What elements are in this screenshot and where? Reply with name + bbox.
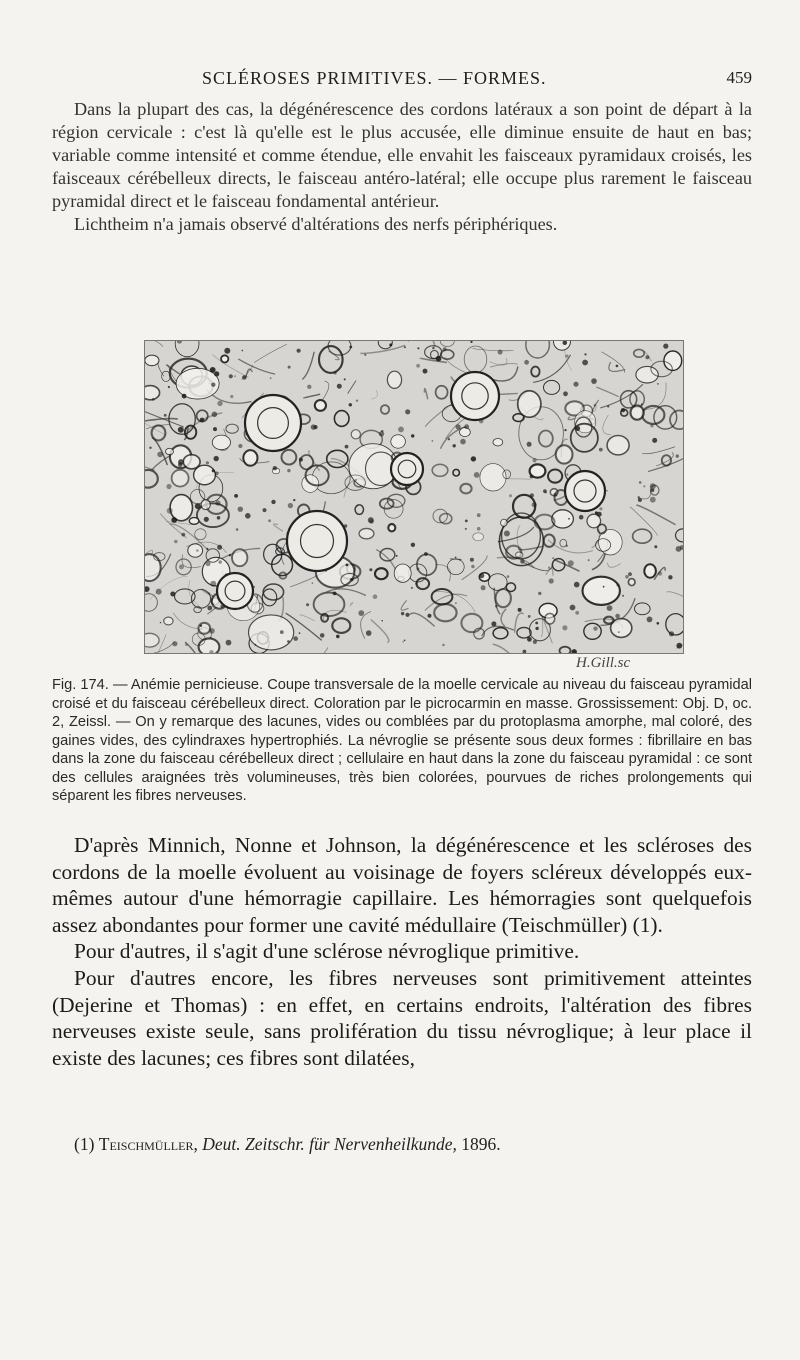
histology-figure — [144, 340, 684, 654]
caption-text: Fig. 174. — Anémie pernicieuse. Coupe transversale de la moelle cervicale au niveau du faisceau pyramidal croisé et du faisceau cérébelleux direct. Coloration par le picrocarmin en masse. Grossissement: Obj. D, oc. 2, Zeissl. — On y remarque des lacunes, vides ou comblées par du protoplasma amorphe, mal coloré, des gaines vides, des cylindraxes hypertrophiés. La névroglie se présente sous deux formes : fibrillaire en bas dans la zone du faisceau cérébelleux direct ; cellulaire en haut dans la zone du faisceau pyramidal : ce sont des cellules araignées très volumineuses, très bien colorées, pourvues de riches prolongements qui séparent les fibres nerveuses. — [52, 677, 752, 804]
footnote-journal: Deut. Zeitschr. für Nervenheilkunde, — [202, 1134, 457, 1154]
footnote-year: 1896. — [461, 1134, 501, 1154]
footnote-author: Teischmüller, — [98, 1134, 198, 1154]
footnote-marker: (1) — [74, 1134, 95, 1154]
engraver-signature: H.Gill.sc — [576, 655, 631, 671]
footnote — [74, 1134, 752, 1155]
figure-caption — [52, 676, 752, 806]
page-number: 459 — [726, 68, 752, 87]
paragraph: D'après Minnich, Nonne et Johnson, la dégénérescence et les scléroses des cordons de la moelle évoluent au voisinage de foyers scléreux développés eux-mêmes autour d'une hémorragie capillaire. Les hémorragies sont quelquefois assez abondantes pour former une cavité médullaire (Teischmüller) (1). — [52, 833, 752, 937]
running-title: SCLÉROSES PRIMITIVES. — FORMES. — [202, 68, 547, 88]
page-header — [52, 68, 752, 90]
paragraph: Dans la plupart des cas, la dégénérescence des cordons latéraux a son point de départ à la région cervicale : c'est là qu'elle est le plus accusée, elle diminue ensuite de haut en bas; variable comme intensité et comme étendue, elle envahit les faisceaux pyramidaux croisés, les faisceaux cérébelleux directs, le faisceau antéro-latéral; elle occupe plus rarement le faisceau pyramidal direct et le faisceau fondamental antérieur. — [52, 99, 752, 211]
histology-engraving — [145, 341, 683, 653]
intro-text — [52, 98, 752, 236]
paragraph: Pour d'autres, il s'agit d'une sclérose névroglique primitive. — [74, 939, 580, 964]
paragraph: Lichtheim n'a jamais observé d'altérations des nerfs périphériques. — [74, 214, 558, 234]
paragraph: Pour d'autres encore, les fibres nerveuses sont primitivement atteintes (Dejerine et Thomas) : en effet, en certains endroits, l'altération des fibres nerveuses existe seule, sans prolifération du tissu névroglique; à leur place il existe des lacunes; ces fibres sont dilatées, — [52, 965, 752, 1070]
main-text — [52, 832, 752, 1071]
